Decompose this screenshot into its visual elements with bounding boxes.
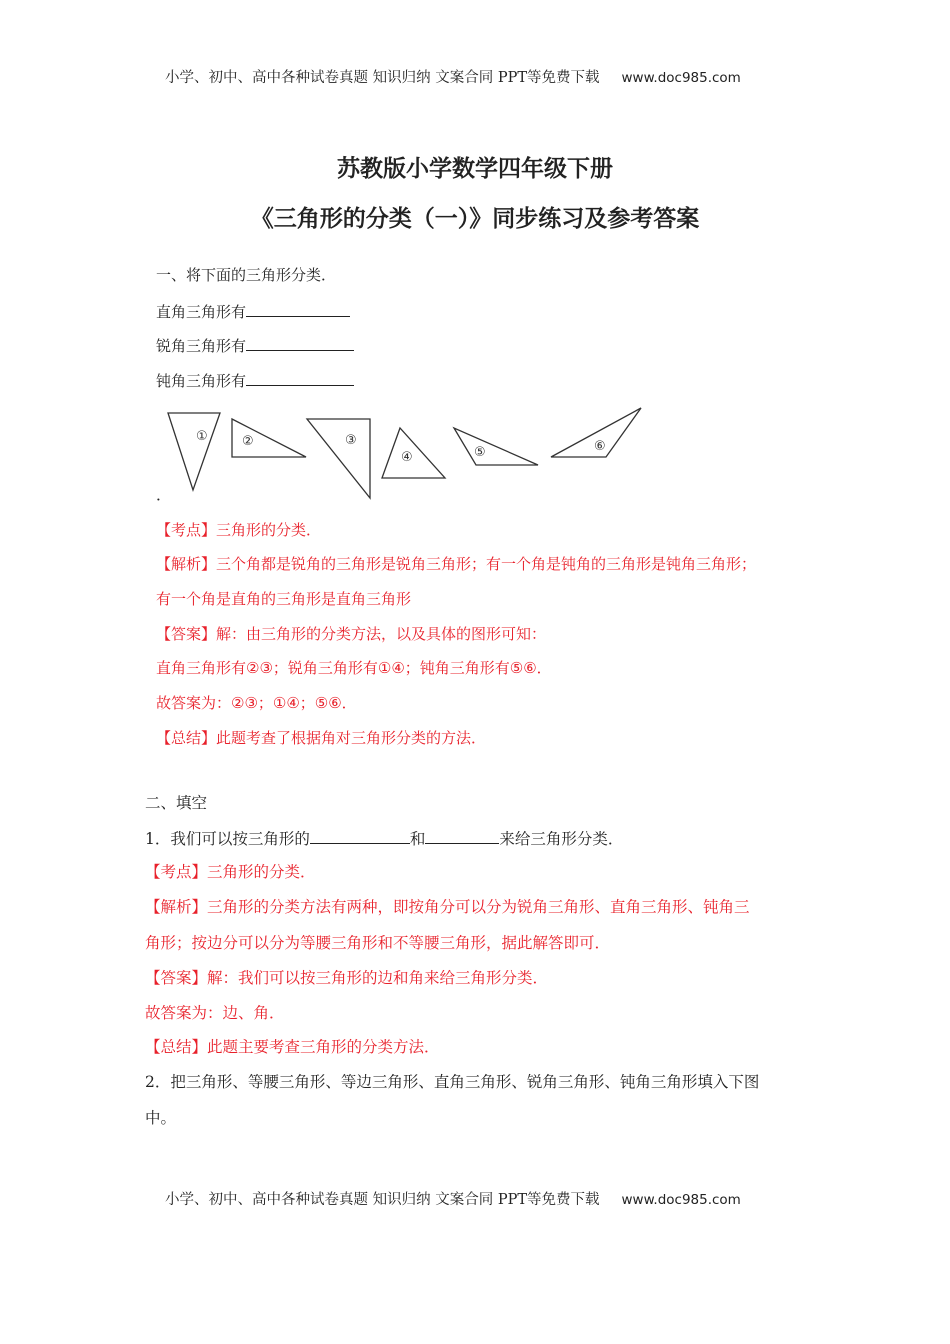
footer-text: 小学、初中、高中各种试卷真题 知识归纳 文案合同 PPT等免费下载 xyxy=(165,1192,600,1208)
s2-jiexi-1: 【解析】三角形的分类方法有两种，即按角分可以分为锐角三角形、直角三角形、钝角三 xyxy=(145,898,750,916)
question-1 xyxy=(145,828,623,849)
blank-label: 直角三角形有 xyxy=(156,303,247,321)
q1-part-b: 和 xyxy=(409,830,426,848)
s1-daan-2: 直角三角形有②③；锐角三角形有①④；钝角三角形有⑤⑥． xyxy=(156,659,552,677)
section1-heading: 一、将下面的三角形分类． xyxy=(156,266,337,284)
label-4: ④ xyxy=(401,450,413,465)
label-2: ② xyxy=(242,434,254,449)
blank-acute-triangle xyxy=(156,335,354,356)
label-1: ① xyxy=(196,429,208,444)
triangle-1 xyxy=(168,413,220,490)
s1-daan-3: 故答案为：②③；①④；⑤⑥． xyxy=(156,694,357,712)
s2-daan-1: 【答案】解：我们可以按三角形的边和角来给三角形分类． xyxy=(145,969,549,987)
dot: ． xyxy=(156,486,172,504)
answer-blank xyxy=(246,370,354,386)
label-3: ③ xyxy=(345,433,357,448)
header-text: 小学、初中、高中各种试卷真题 知识归纳 文案合同 PPT等免费下载 xyxy=(165,70,600,86)
triangle-5 xyxy=(454,428,538,465)
page-header xyxy=(165,68,741,88)
s1-jiexi-1: 【解析】三个角都是锐角的三角形是锐角三角形；有一个角是钝角的三角形是钝角三角形； xyxy=(156,555,757,573)
question-2-line-2: 中。 xyxy=(145,1109,177,1127)
section2-heading: 二、填空 xyxy=(145,794,208,812)
triangle-3 xyxy=(307,419,370,498)
label-5: ⑤ xyxy=(474,445,486,460)
q1-part-c: 来给三角形分类． xyxy=(499,830,624,848)
answer-blank xyxy=(246,301,350,317)
blank-label: 钝角三角形有 xyxy=(156,372,247,390)
footer-url[interactable]: www.doc985.com xyxy=(621,1192,741,1208)
blank-obtuse-triangle xyxy=(156,370,354,391)
s1-jiexi-2: 有一个角是直角的三角形是直角三角形 xyxy=(156,590,412,608)
question-2-line-1: 2．把三角形、等腰三角形、等边三角形、直角三角形、锐角三角形、钝角三角形填入下图 xyxy=(145,1073,760,1091)
title-line-1: 苏教版小学数学四年级下册 xyxy=(337,156,613,182)
title-line-2: 《三角形的分类（一）》同步练习及参考答案 xyxy=(250,206,700,232)
triangles-figure xyxy=(0,400,950,505)
s2-daan-2: 故答案为：边、角． xyxy=(145,1004,285,1022)
label-6: ⑥ xyxy=(594,439,606,454)
s1-daan-1: 【答案】解：由三角形的分类方法，以及具体的图形可知： xyxy=(156,625,547,643)
q1-part-a: 1．我们可以按三角形的 xyxy=(145,830,310,848)
blank-right-triangle xyxy=(156,301,350,322)
s2-zongjie: 【总结】此题主要考查三角形的分类方法． xyxy=(145,1038,440,1056)
answer-blank xyxy=(246,335,354,351)
s1-zongjie: 【总结】此题考查了根据角对三角形分类的方法． xyxy=(156,729,487,747)
triangle-4 xyxy=(382,428,445,478)
answer-blank xyxy=(425,828,499,844)
s2-jiexi-2: 角形；按边分可以分为等腰三角形和不等腰三角形，据此解答即可． xyxy=(145,934,611,952)
blank-label: 锐角三角形有 xyxy=(156,337,247,355)
s1-kaodian: 【考点】三角形的分类． xyxy=(156,521,322,539)
header-url[interactable]: www.doc985.com xyxy=(621,70,741,86)
page-footer xyxy=(165,1190,741,1210)
s2-kaodian: 【考点】三角形的分类． xyxy=(145,863,316,881)
answer-blank xyxy=(310,828,410,844)
